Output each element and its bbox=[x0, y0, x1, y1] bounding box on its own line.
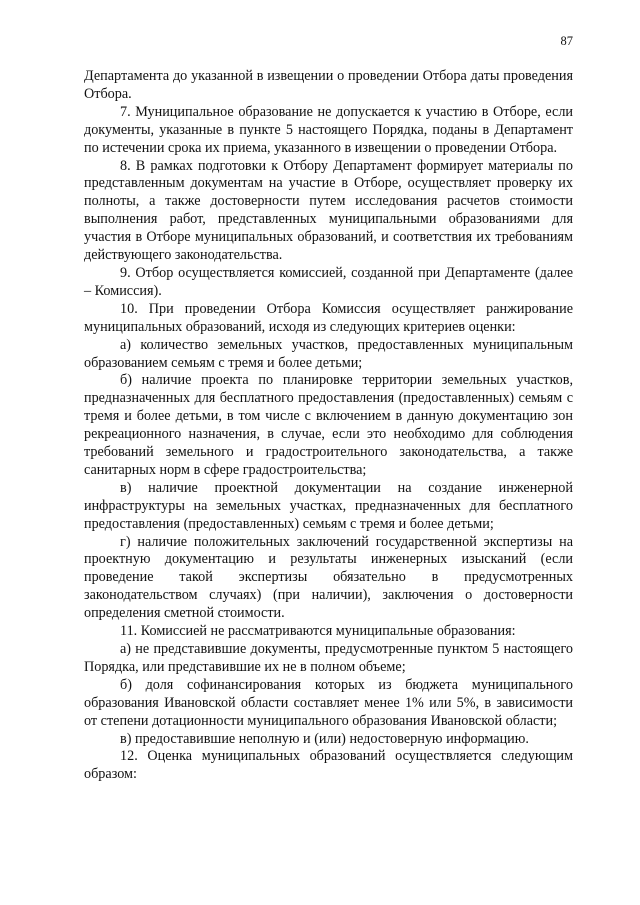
paragraph-item-9: 9. Отбор осуществляется комиссией, созданной при Департаменте (далее – Комиссия). bbox=[84, 264, 573, 299]
criterion-b: б) наличие проекта по планировке территории земельных участков, предназначенных для бесплатного предоставления (предоставленных) семьям с тремя и более детьми, в том числе с включением в данную документацию зон рекреационного назначения, в случае, если это необходимо для соблюдения требований земельного и градостроительного законодательства, а также санитарных норм в сфере градостроительства; bbox=[84, 372, 573, 478]
document-body bbox=[84, 68, 573, 784]
paragraph: Департамента до указанной в извещении о проведении Отбора даты проведения Отбора. bbox=[84, 68, 573, 102]
criterion-v: в) наличие проектной документации на создание инженерной инфраструктуры на земельных участках, предназначенных для бесплатного предоставления (предоставленных) семьям с тремя и более детьми; bbox=[84, 479, 573, 532]
exclusion-a: а) не представившие документы, предусмотренные пунктом 5 настоящего Порядка, или представившие их не в полном объеме; bbox=[84, 641, 573, 675]
paragraph-item-10: 10. При проведении Отбора Комиссия осуществляет ранжирование муниципальных образований, исходя из следующих критериев оценки: bbox=[84, 300, 573, 335]
criterion-g: г) наличие положительных заключений государственной экспертизы на проектную документацию и результаты инженерных изысканий (если проведение такой экспертизы обязательно в предусмотренных законодательством случаях) (при наличии), заключения о достоверности определения сметной стоимости. bbox=[84, 533, 573, 622]
criterion-a: а) количество земельных участков, предоставленных муниципальным образованием семьям с тремя и более детьми; bbox=[84, 336, 573, 371]
paragraph-item-12: 12. Оценка муниципальных образований осуществляется следующим образом: bbox=[84, 748, 573, 783]
paragraph-item-8: 8. В рамках подготовки к Отбору Департамент формирует материалы по представленным документам на участие в Отборе, осуществляет проверку их полноты, а также достоверности путем исследования расчетов стоимости выполнения работ, представленных муниципальными образованиями для участия в Отборе муниципальных образований, и соответствия их требованиям действующего законодательства. bbox=[84, 157, 573, 264]
exclusion-b: б) доля софинансирования которых из бюджета муниципального образования Ивановской области составляет менее 1% или 5%, в зависимости от степени дотационности муниципального образования Ивановской области; bbox=[84, 676, 573, 729]
page-number: 87 bbox=[560, 34, 573, 48]
paragraph-item-11: 11. Комиссией не рассматриваются муниципальные образования: bbox=[120, 623, 516, 640]
exclusion-v: в) предоставившие неполную и (или) недостоверную информацию. bbox=[120, 730, 529, 747]
paragraph-item-7: 7. Муниципальное образование не допускается к участию в Отборе, если документы, указанные в пункте 5 настоящего Порядка, поданы в Департамент по истечении срока их приема, указанного в извещении о проведении Отбора. bbox=[84, 103, 573, 156]
